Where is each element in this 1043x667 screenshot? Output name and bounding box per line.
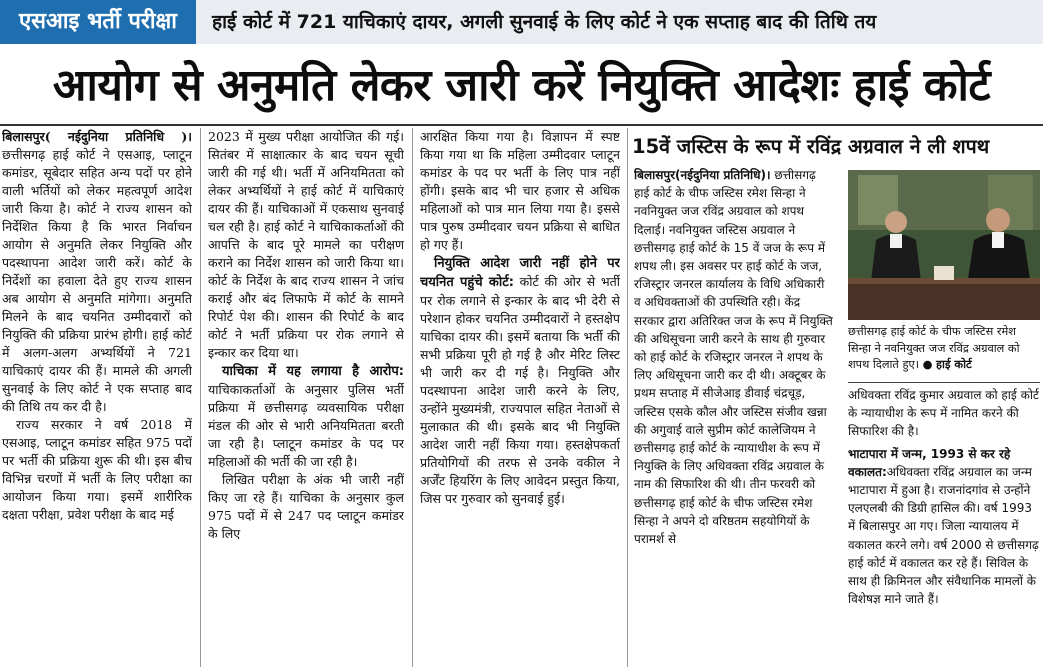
caption-credit: हाई कोर्ट [936,358,972,371]
main-story-column-1 [2,128,192,667]
subheadline: हाई कोर्ट में 721 याचिकाएं दायर, अगली सुनवाई के लिए कोर्ट ने एक सप्ताह बाद की तिथि तय [212,11,877,33]
main-body-3: 2023 में मुख्य परीक्षा आयोजित की गई। सितंबर में साक्षात्कार के बाद चयन सूची जारी की गई थी। भर्ती में अनियमितता को लेकर अभ्यर्थियों ने हाई कोर्ट में याचिकाएं दायर की हैं। याचिकाओं में एकसाथ सुनवाई चल रही है। हाई कोर्ट ने याचिकाकर्ताओं की आपत्ति के बाद पूरे मामले का परीक्षण कराने का निर्देश शासन को जारी किया था। कोर्ट के निर्देश के बाद राज्य शासन ने जांच कराई और बंद लिफाफे में कोर्ट के सामने रिपोर्ट पेश की। शासन की रिपोर्ट के बाद कोर्ट ने भर्ती प्रक्रिया पर रोक लगाने से इन्कार कर दिया था। [208,129,404,360]
main-story-column-3 [420,128,620,667]
main-headline: आयोग से अनुमति लेकर जारी करें नियुक्ति आदेशः हाई कोर्ट [52,60,991,111]
main-byline: बिलासपुर( नईदुनिया प्रतिनिधि )। [2,129,192,144]
kicker-band [0,0,1043,44]
bullet-icon: ● [922,358,933,371]
section-kicker: एसआइ भर्ती परीक्षा [0,0,196,44]
subheading-allegation: याचिका में यह लगाया है आरोप: [222,364,404,379]
caption-rule [848,382,1040,383]
subheading-appointment: नियुक्ति आदेश जारी नहीं होने पर चयनित पहुंचे कोर्ट: [420,256,620,290]
column-divider [412,128,413,667]
second-story-column-1 [634,166,834,667]
second-story-column-2 [848,386,1040,667]
second-body-1: छत्तीसगढ़ हाई कोर्ट के चीफ जस्टिस रमेश सिन्हा ने नवनियुक्त जज रविंद्र अग्रवाल को शपथ दिलाई। नवनियुक्त जस्टिस अग्रवाल ने छत्तीसगढ़ हाई कोर्ट के 15 वें जज के रूप में शपथ ली। इस अवसर पर हाई कोर्ट के जज, रजिस्ट्रार जनरल कार्यालय के विधि अधिकारी व अधिवक्ताओं की उपस्थिति रही। केंद्र सरकार द्वारा अतिरिक्त जज के रूप में नियुक्ति की अधिसूचना जारी करने के साथ ही गुरुवार को हाई कोर्ट के रजिस्ट्रार जनरल ने शपथ के लिए अधिसूचना जारी कर दी थी। अक्टूबर के प्रथम सप्ताह में सीजेआइ डीवाई चंद्रचूड़, जस्टिस एसके कौल और जस्टिस संजीव खन्ना की अगुवाई वाले सुप्रीम कोर्ट कालेजियम ने छत्तीसगढ़ हाई कोर्ट के न्यायाधीश के रूप में नियुक्ति के लिए अधिवक्ता रविंद्र अग्रवाल के नाम की सिफारिश की थी। तीन फरवरी को छत्तीसगढ़ हाई कोर्ट के चीफ जस्टिस रमेश सिन्हा ने अपने दो वरिष्ठतम सहयोगियों के परामर्श से [634,168,833,547]
main-body-7: कोर्ट की ओर से भर्ती पर रोक लगाने से इन्कार के बाद भी देरी से परेशान होकर चयनित उम्मीदवारों ने हस्तक्षेप याचिका दायर की। इसमें बताया कि भर्ती की सभी प्रक्रिया पूरी हो गई है और मेरिट लिस्ट भी जारी कर दी गई है। नियुक्ति और पदस्थापना आदेश जारी करने के लिए, उन्होंने मुख्यमंत्री, राज्यपाल सहित नेताओं से मुलाकात की थी। इसके बाद भी नियुक्ति आदेश जारी नहीं किया गया। हस्तक्षेपकर्ता प्रतियोगियों की तरफ से उनके वकील ने अर्जेंट हियरिंग के लिए आवेदन प्रस्तुत किया, जिस पर गुरुवार को सुनवाई हुई। [420,274,620,506]
second-body-2: अधिवक्ता रविंद्र कुमार अग्रवाल को हाई कोर्ट के न्यायाधीश के रूप में नामित करने की सिफारिश की है। [848,388,1039,439]
main-body-5: लिखित परीक्षा के अंक भी जारी नहीं किए जा रहे हैं। याचिका के अनुसार कुल 975 पदों में से 247 पद प्लाटून कमांडर के लिए [208,472,404,541]
main-body-1: छत्तीसगढ़ हाई कोर्ट ने एसआइ, प्लाटून कमांडर, सूबेदार सहित अन्य पदों पर होने वाली भर्तियों को लेकर महत्वपूर्ण आदेश जारी किया है। कोर्ट ने राज्य शासन को निर्देशित किया है कि भारत निर्वाचन आयोग से अनुमति लेकर नियुक्ति और पदस्थापना आदेश जारी करें। कोर्ट के निर्देशों का हवाला देते हुए राज्य शासन अब आयोग से अनुमति मांगेगा। अनुमति मिलने के बाद चयनित उम्मीदवारों को नियुक्ति की प्रक्रिया प्रारंभ होगी। हाई कोर्ट में अलग-अलग अभ्यर्थियों ने 721 याचिकाएं दायर की हैं। मामले की अगली सुनवाई के लिए कोर्ट ने एक सप्ताह बाद की तिथि तय कर दी है। [2,147,192,414]
main-body-4: याचिकाकर्ताओं के अनुसार पुलिस भर्ती प्रक्रिया में छत्तीसगढ़ व्यवसायिक परीक्षा मंडल की ओर से भारी अनियमितता बरती जा रही है। प्लाटून कमांडर के पद पर महिलाओं की भर्ती की जा रही है। [208,382,404,469]
swearing-in-photo-icon [848,170,1040,320]
main-story-column-2 [208,128,404,667]
main-body-2: राज्य सरकार ने वर्ष 2018 में एसआइ, प्लाटून कमांडर सहित 975 पदों पर भर्ती की प्रक्रिया शुरू की थी। इस बीच विभिन्न चरणों में भर्ती के लिए परीक्षा का आयोजन किया गया। इसमें शारीरिक दक्षता परीक्षा, प्रवेश परीक्षा के बाद मई [2,417,192,522]
court-photo [848,170,1040,320]
second-story-headline: 15वें जस्टिस के रूप में रविंद्र अग्रवाल ने ली शपथ [632,135,990,158]
second-byline: बिलासपुर(नईदुनिया प्रतिनिधि)। [634,168,771,182]
story-divider [627,128,628,667]
caption-text: छत्तीसगढ़ हाई कोर्ट के चीफ जस्टिस रमेश सिन्हा ने नवनियुक्त जज रविंद्र अग्रवाल को शपथ दिलाते हुए। [848,325,1020,371]
main-body-6: आरक्षित किया गया है। विज्ञापन में स्पष्ट किया गया था कि महिला उम्मीदवार प्लाटून कमांडर के पद पर भर्ती के लिए पात्र नहीं होंगी। इसके बाद भी चार हजार से अधिक महिलाओं को पात्र मान लिया गया है। इससे पात्र पुरुष उम्मीदवार चयन प्रक्रिया से बाधित हो गए हैं। [420,129,620,252]
subheading-birth: भाटापारा में जन्म, 1993 से कर रहे वकालत: [848,446,1011,479]
photo-caption [848,324,1040,380]
second-body-3: अधिवक्ता रविंद्र अग्रवाल का जन्म भाटापारा में हुआ है। राजनांदगांव से उन्होंने एलएलबी की डिग्री हासिल की। वर्ष 1993 में बिलासपुर आ गए। जिला न्यायालय में वकालत करने लगे। वर्ष 2000 से छत्तीसगढ़ हाई कोर्ट में वकालत कर रहे हैं। सिविल के साथ ही क्रिमिनल और संवैधानिक मामलों के विशेषज्ञ माने जाते हैं। [848,464,1039,607]
headline-rule [0,124,1043,126]
column-divider [200,128,201,667]
